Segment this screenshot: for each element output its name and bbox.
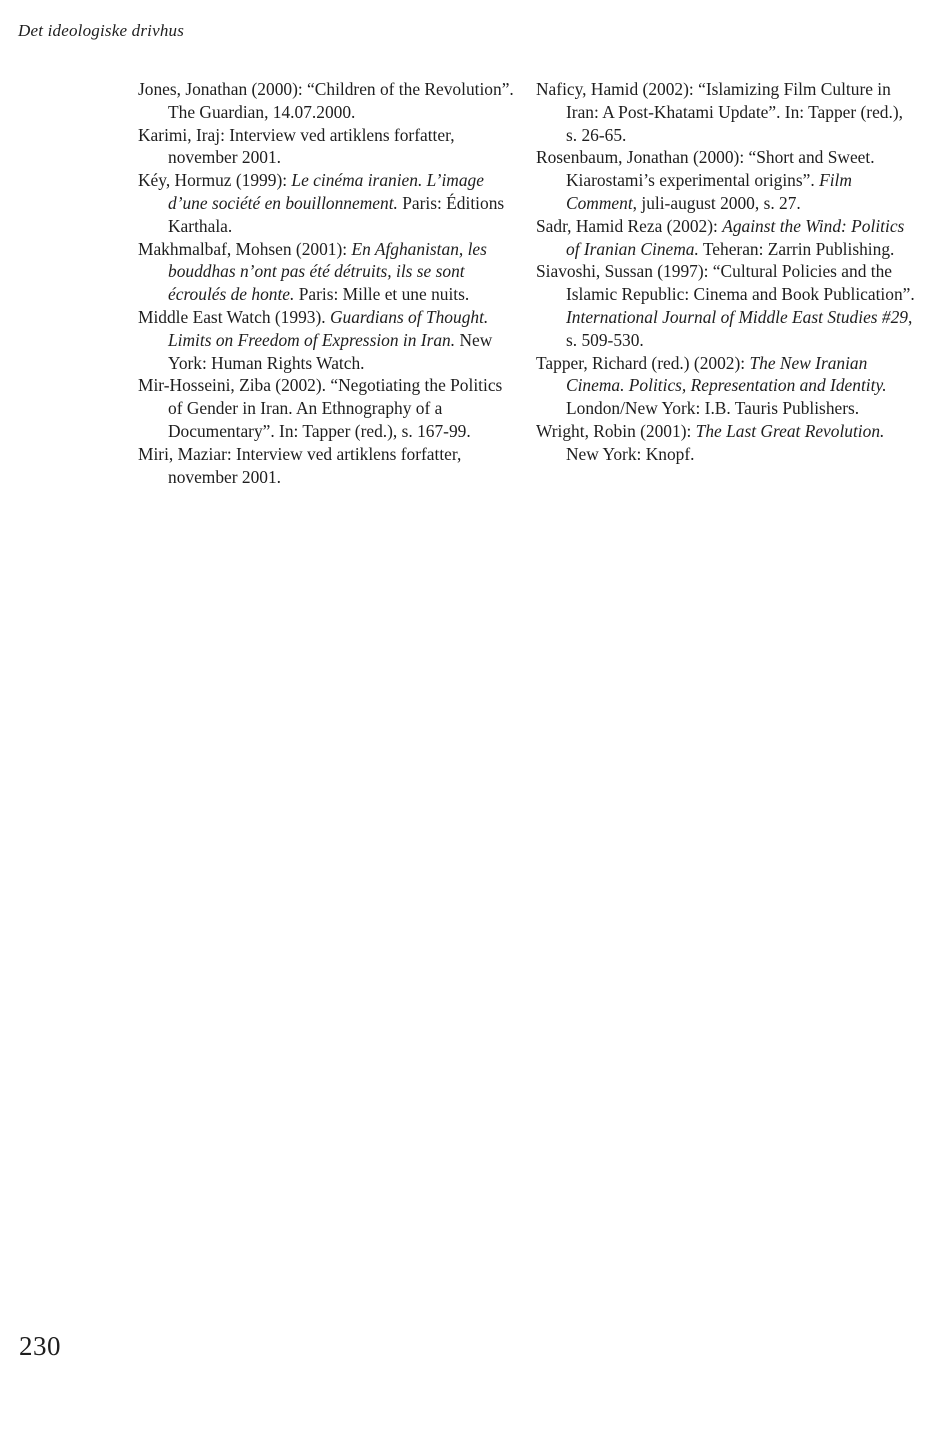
reference-entry <box>536 352 916 420</box>
reference-text: New York: Human Rights Watch. <box>168 329 493 373</box>
reference-title: The Last Great Revolution. <box>695 420 885 441</box>
reference-text: Karimi, Iraj: Interview ved artiklens forfatter, november 2001. <box>138 124 455 168</box>
reference-entry <box>536 146 916 214</box>
reference-entry <box>138 78 518 124</box>
reference-text: Siavoshi, Sussan (1997): “Cultural Policies and the Islamic Republic: Cinema and Book Publication”. <box>536 261 915 305</box>
reference-text: Tapper, Richard (red.) (2002): <box>536 352 750 373</box>
reference-title: Guardians of Thought. Limits on Freedom of Expression in Iran. <box>168 306 489 350</box>
reference-text: , juli-august 2000, s. 27. <box>632 192 801 213</box>
reference-entry <box>138 306 518 374</box>
reference-text: London/New York: I.B. Tauris Publishers. <box>566 398 860 419</box>
reference-text: Miri, Maziar: Interview ved artiklens forfatter, november 2001. <box>138 443 462 487</box>
reference-text: Mir-Hosseini, Ziba (2002). “Negotiating the Politics of Gender in Iran. An Ethnography of a Documentary”. In: Tapper (red.), s. 167-99. <box>138 375 503 441</box>
reference-title: Le cinéma iranien. L’image d’une société en bouillonnement. <box>168 170 484 213</box>
reference-title: En Afghanistan, les bouddhas n’ont pas été détruits, ils se sont écroulés de honte. <box>168 238 487 305</box>
references-column-left <box>138 78 518 488</box>
reference-entry <box>138 443 518 489</box>
reference-text: Wright, Robin (2001): <box>536 420 696 441</box>
reference-entry <box>138 124 518 170</box>
page-number: 230 <box>19 1331 61 1361</box>
reference-text: Middle East Watch (1993). <box>138 306 330 327</box>
reference-entry <box>536 215 916 261</box>
reference-entry <box>536 420 916 466</box>
reference-text: Sadr, Hamid Reza (2002): <box>536 215 723 236</box>
reference-entry <box>536 78 916 146</box>
reference-text: Kéy, Hormuz (1999): <box>138 170 292 191</box>
reference-text: Paris: Mille et une nuits. <box>294 284 470 305</box>
reference-title: The New Iranian Cinema. Politics, Representation and Identity. <box>566 352 887 396</box>
reference-title: Against the Wind: Politics of Iranian Cinema. <box>566 215 905 259</box>
reference-title: Film Comment <box>566 170 852 213</box>
reference-entry <box>138 169 518 237</box>
reference-entry <box>138 374 518 442</box>
running-header: Det ideologiske drivhus <box>18 21 185 40</box>
reference-text: Jones, Jonathan (2000): “Children of the Revolution”. The Guardian, 14.07.2000. <box>138 79 514 122</box>
reference-text: New York: Knopf. <box>566 443 695 464</box>
reference-text: Makhmalbaf, Mohsen (2001): <box>138 238 352 259</box>
reference-text: Teheran: Zarrin Publishing. <box>698 238 895 259</box>
references-column-right <box>536 78 916 466</box>
reference-text: , s. 509-530. <box>566 306 913 350</box>
reference-entry <box>138 238 518 306</box>
reference-text: Naficy, Hamid (2002): “Islamizing Film Culture in Iran: A Post-Khatami Update”. In: Tapper (red.), s. 26-65. <box>536 79 903 145</box>
reference-title: International Journal of Middle East Studies #29 <box>566 306 908 327</box>
reference-text: Rosenbaum, Jonathan (2000): “Short and Sweet. Kiarostami’s experimental origins”. <box>536 147 875 191</box>
reference-entry <box>536 260 916 351</box>
reference-text: Paris: Éditions Karthala. <box>168 192 505 236</box>
